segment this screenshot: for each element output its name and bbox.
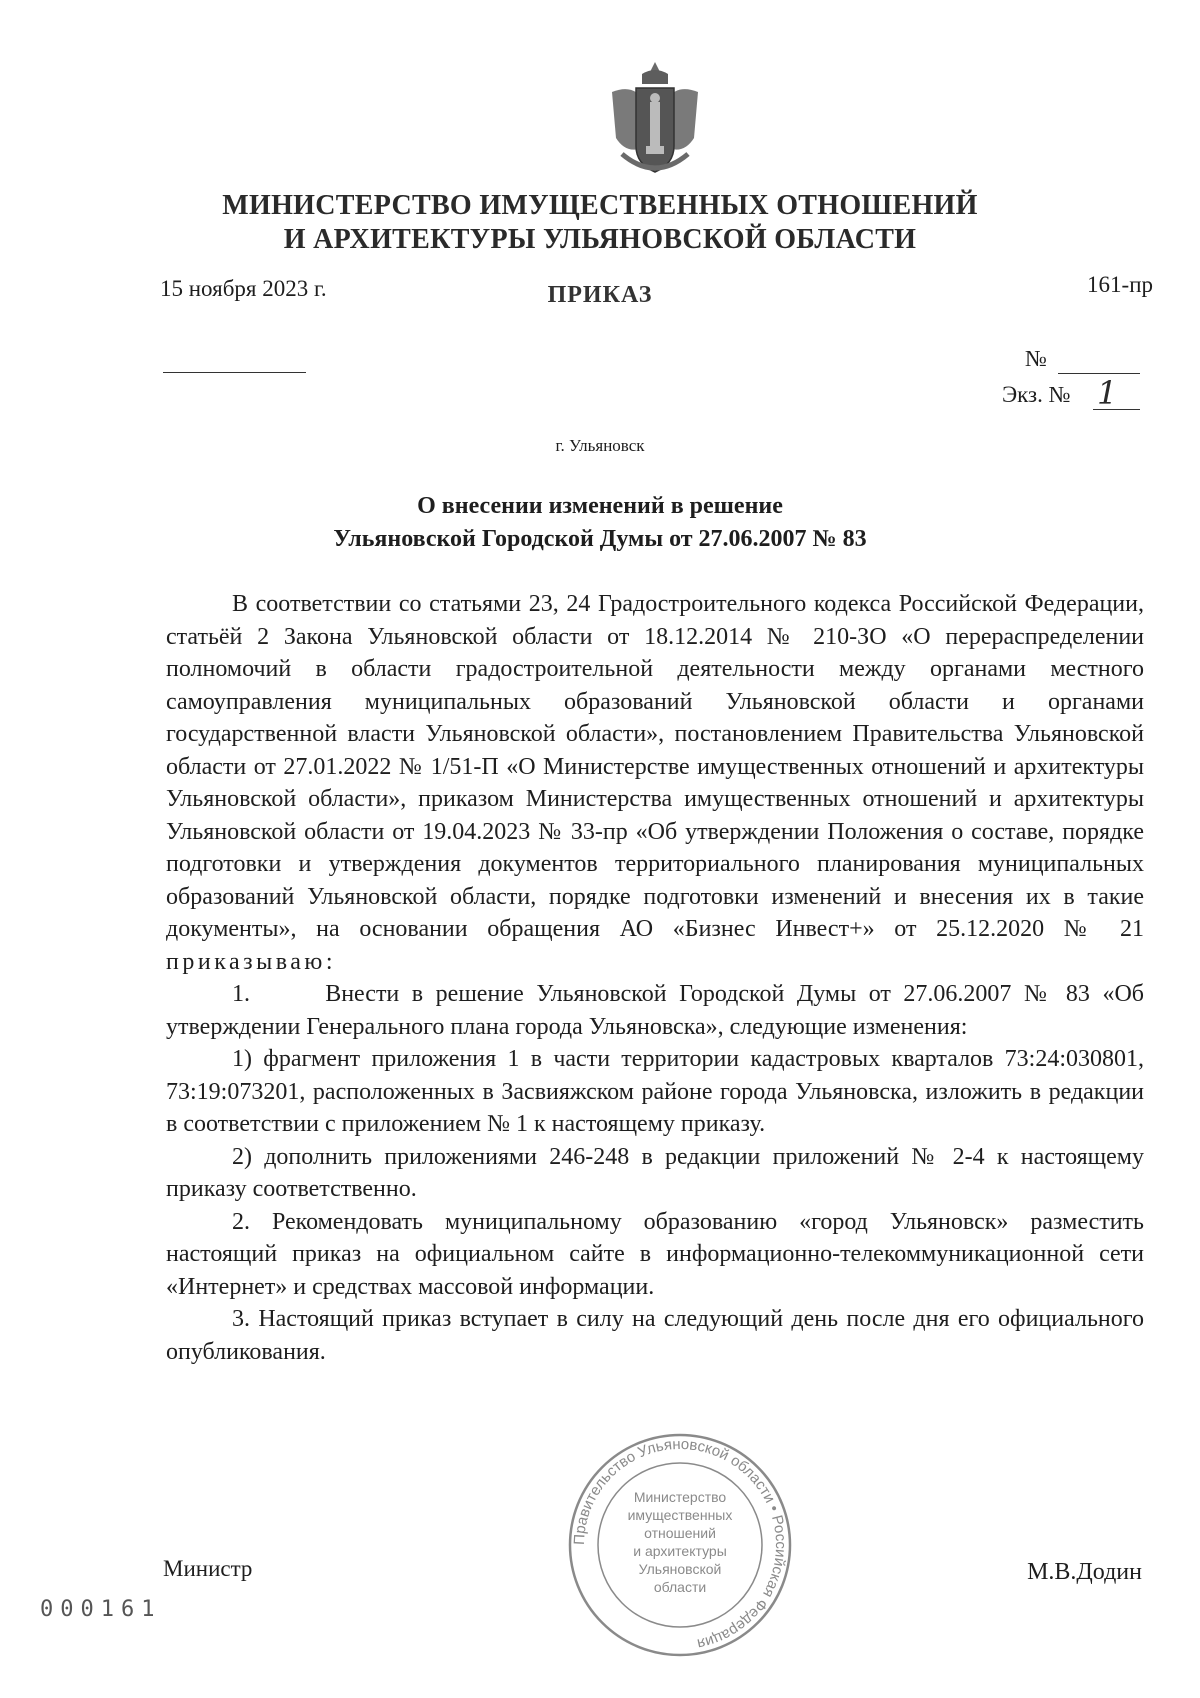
preamble-text: В соответствии со статьями 23, 24 Градостроительного кодекса Российской Федерации, статьёй 2 Закона Ульяновской области от 18.12.2014 № 210-ЗО «О перераспределении полномочий в области градостроительной деятельности между органами местного самоуправления муниципальных образований Ульяновской области и органами государственной власти Ульяновской области», постановлением Правительства Ульяновской области от 27.01.2022 № 1/51-П «О Министерстве имущественных отношений и архитектуры Ульяновской области», приказом Министерства имущественных отношений и архитектуры Ульяновской области от 19.04.2023 № 33-пр «Об утверждении Положения о составе, порядке подготовки и утверждения документов территориального планирования муниципальных образований Ульяновской области, порядке подготовки изменений и внесения их в такие документы», на основании обращения АО «Бизнес Инвест+» от 25.12.2020 № 21 [166,591,1144,942]
signatory-title: Министр [163,1556,253,1581]
title-line2: Ульяновской Городской Думы от 27.06.2007 № 83 [333,526,867,552]
coat-of-arms-emblem [602,58,708,182]
title-line1: О внесении изменений в решение [417,493,783,519]
organization-name-line1: МИНИСТЕРСТВО ИМУЩЕСТВЕННЫХ ОТНОШЕНИЙ [222,190,978,221]
order-word: приказываю: [166,948,337,975]
document-number: 161-пр [1087,272,1153,297]
item-1-2-paragraph: 2) дополнить приложениями 246-248 в редакции приложений № 2-4 к настоящему приказу соответственно. [166,1143,1144,1202]
official-stamp [565,1430,795,1660]
stamp-line: и архитектуры [633,1543,727,1559]
stamp-ring-text: Правительство Ульяновской области • Российская Федерация [570,1435,790,1653]
number-label: № [1025,346,1047,371]
blank-underline [163,372,306,373]
document-title [200,490,1000,556]
stamp-line: имущественных [627,1507,733,1523]
copy-number-handwritten: 1 [1097,374,1118,412]
copy-label: Экз. № [1002,382,1071,407]
stamp-line: Министерство [633,1489,727,1505]
item-1-paragraph: 1. Внести в решение Ульяновской Городской Думы от 27.06.2007 № 83 «Об утверждении Генерального плана города Ульяновска», следующие изменения: [166,981,1144,1040]
document-date: 15 ноября 2023 г. [160,276,327,301]
signatory-name: М.В.Додин [1027,1559,1142,1585]
document-body [166,588,1144,1368]
stamp-line: области [653,1579,707,1595]
stamp-inner-text [628,1489,733,1595]
preamble-paragraph [166,588,1144,978]
stamp-line: отношений [644,1525,716,1541]
item-2-paragraph: 2. Рекомендовать муниципальному образованию «город Ульяновск» разместить настоящий приказ на официальном сайте в информационно-телекоммуникационной сети «Интернет» и средствах массовой информации. [166,1208,1144,1300]
stamp-line: Ульяновской [638,1561,722,1577]
copy-underline [1093,409,1140,410]
city-name: г. Ульяновск [555,436,645,455]
organization-name-line2: И АРХИТЕКТУРЫ УЛЬЯНОВСКОЙ ОБЛАСТИ [283,224,917,255]
document-type: ПРИКАЗ [547,282,653,308]
serial-number: 000161 [40,1597,162,1622]
item-3-paragraph: 3. Настоящий приказ вступает в силу на следующий день после дня его официального опубликования. [166,1306,1144,1365]
item-1-1-paragraph: 1) фрагмент приложения 1 в части территории кадастровых кварталов 73:24:030801, 73:19:073201, расположенных в Засвияжском районе города Ульяновска, изложить в редакции в соответствии с приложением № 1 к настоящему приказу. [166,1046,1144,1137]
